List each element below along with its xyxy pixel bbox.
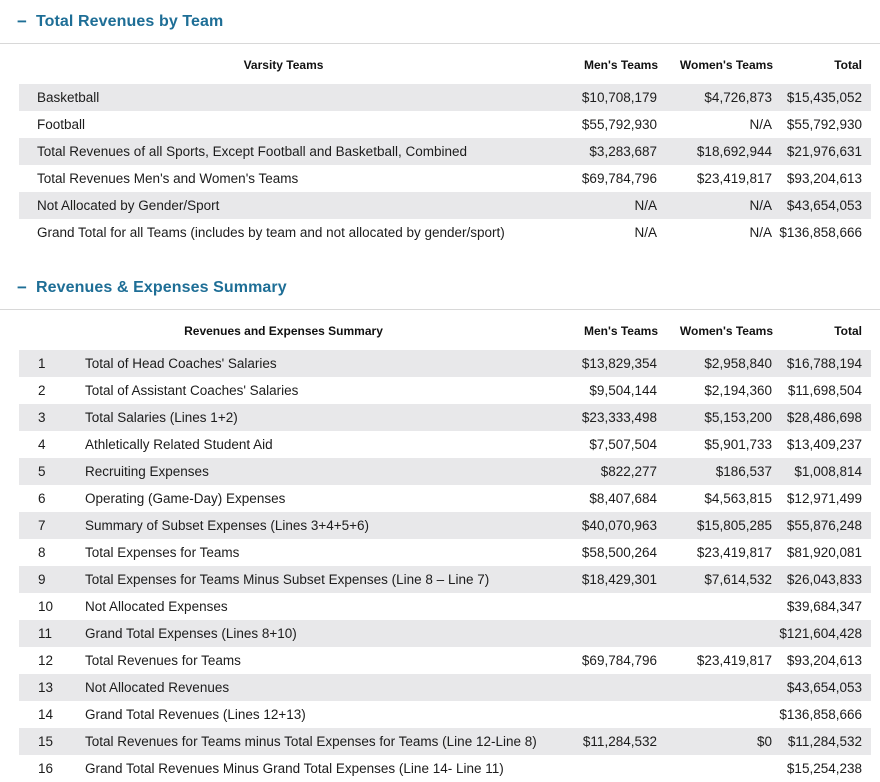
total-value-cell: $43,654,053 [786,198,862,213]
table-row [19,377,871,404]
womens-value-cell: N/A [749,225,772,240]
table-row [19,539,871,566]
column-header-total: Total [834,58,862,72]
total-value-cell: $21,976,631 [786,144,862,159]
womens-value-cell [658,620,773,647]
total-value-cell: $43,654,053 [786,680,862,695]
womens-value-cell: $4,563,815 [704,491,772,506]
item-label-cell: Not Allocated Expenses [85,599,228,614]
mens-value-cell: $69,784,796 [581,171,657,186]
section-toggle-total-revenues-by-team[interactable] [0,0,880,43]
line-number-cell: 1 [38,356,46,371]
section-title: Revenues & Expenses Summary [35,279,287,296]
team-label-cell: Not Allocated by Gender/Sport [37,198,220,213]
mens-value-cell [548,755,658,782]
total-value-cell: $16,788,194 [786,356,862,371]
item-label-cell: Recruiting Expenses [85,464,209,479]
womens-value-cell [658,593,773,620]
line-number-cell: 7 [38,518,46,533]
column-header-mens-teams: Men's Teams [584,58,658,72]
item-label-cell: Grand Total Revenues Minus Grand Total Expenses (Line 14- Line 11) [85,761,504,776]
table-row [19,728,871,755]
table-row [19,111,871,138]
mens-value-cell: $3,283,687 [589,144,657,159]
mens-value-cell: $18,429,301 [581,572,657,587]
team-label-cell: Total Revenues of all Sports, Except Football and Basketball, Combined [37,144,467,159]
womens-value-cell: N/A [749,117,772,132]
total-value-cell: $55,792,930 [786,117,862,132]
table-row [19,701,871,728]
total-value-cell: $11,698,504 [787,383,862,398]
column-header-womens-teams: Women's Teams [679,58,773,72]
item-label-cell: Grand Total Revenues (Lines 12+13) [85,707,306,722]
mens-value-cell: $58,500,264 [581,545,657,560]
table-row [19,647,871,674]
mens-value-cell: $11,284,532 [582,734,657,749]
womens-value-cell: $5,153,200 [704,410,772,425]
womens-value-cell [658,755,773,782]
section-toggle-revenues-expenses-summary[interactable] [0,246,880,309]
table-row [19,593,871,620]
table-row [19,620,871,647]
womens-value-cell: $23,419,817 [696,653,772,668]
item-label-cell: Summary of Subset Expenses (Lines 3+4+5+6) [85,518,370,533]
item-label-cell: Total Salaries (Lines 1+2) [85,410,238,425]
item-label-cell: Not Allocated Revenues [85,680,230,695]
line-number-cell: 5 [38,464,46,479]
womens-value-cell: $2,958,840 [704,356,772,371]
total-value-cell: $55,876,248 [786,518,862,533]
line-number-cell: 11 [38,626,53,641]
table-row [19,512,871,539]
table-row [19,755,871,782]
womens-value-cell [658,674,773,701]
mens-value-cell: N/A [634,225,657,240]
column-header-mens-teams: Men's Teams [584,324,658,338]
mens-value-cell: $8,407,684 [589,491,657,506]
total-value-cell: $136,858,666 [779,707,862,722]
womens-value-cell: $4,726,873 [704,90,772,105]
line-number-cell: 16 [38,761,54,776]
total-value-cell: $81,920,081 [786,545,862,560]
total-value-cell: $15,435,052 [786,90,862,105]
womens-value-cell: $18,692,944 [696,144,772,159]
revenues-expenses-summary-table [19,310,871,782]
line-number-cell: 3 [38,410,46,425]
column-header-revenues-expenses-summary: Revenues and Expenses Summary [184,324,383,338]
mens-value-cell: $9,504,144 [589,383,657,398]
mens-value-cell: $13,829,354 [581,356,657,371]
line-number-cell: 9 [38,572,46,587]
column-header-total: Total [834,324,862,338]
mens-value-cell: $10,708,179 [581,90,657,105]
total-value-cell: $93,204,613 [786,653,862,668]
total-value-cell: $136,858,666 [779,225,862,240]
table-header-row [19,310,871,350]
mens-value-cell [548,701,658,728]
total-value-cell: $39,684,347 [786,599,862,614]
table-row [19,84,871,111]
team-label-cell: Basketball [37,90,100,105]
item-label-cell: Total Expenses for Teams Minus Subset Expenses (Line 8 – Line 7) [85,572,490,587]
item-label-cell: Operating (Game-Day) Expenses [85,491,286,506]
mens-value-cell: $7,507,504 [589,437,657,452]
mens-value-cell [548,593,658,620]
womens-value-cell: $5,901,733 [704,437,772,452]
column-header-varsity-teams: Varsity Teams [243,58,324,72]
section-title: Total Revenues by Team [35,13,224,30]
womens-value-cell: $2,194,360 [704,383,772,398]
womens-value-cell: $7,614,532 [704,572,772,587]
total-value-cell: $26,043,833 [786,572,862,587]
womens-value-cell: $23,419,817 [696,171,772,186]
womens-value-cell: N/A [749,198,772,213]
table-row [19,165,871,192]
mens-value-cell: $822,277 [600,464,657,479]
table-row [19,431,871,458]
total-value-cell: $93,204,613 [786,171,862,186]
line-number-cell: 15 [38,734,54,749]
item-label-cell: Grand Total Expenses (Lines 8+10) [85,626,297,641]
mens-value-cell: N/A [634,198,657,213]
collapse-minus-icon: − [17,277,27,297]
total-value-cell: $12,971,499 [786,491,862,506]
mens-value-cell [548,674,658,701]
item-label-cell: Total of Head Coaches' Salaries [85,356,277,371]
total-value-cell: $28,486,698 [786,410,862,425]
total-value-cell: $15,254,238 [786,761,862,776]
item-label-cell: Total Revenues for Teams [85,653,241,668]
table-row [19,404,871,431]
mens-value-cell [548,620,658,647]
team-label-cell: Football [37,117,86,132]
item-label-cell: Total Expenses for Teams [85,545,240,560]
total-value-cell: $1,008,814 [794,464,862,479]
line-number-cell: 13 [38,680,54,695]
womens-value-cell: $0 [756,734,772,749]
table-row [19,566,871,593]
table-row [19,138,871,165]
womens-value-cell [658,701,773,728]
mens-value-cell: $40,070,963 [581,518,657,533]
womens-value-cell: $23,419,817 [696,545,772,560]
team-label-cell: Total Revenues Men's and Women's Teams [37,171,299,186]
line-number-cell: 10 [38,599,54,614]
line-number-cell: 6 [38,491,46,506]
line-number-cell: 8 [38,545,46,560]
revenues-by-team-table [19,44,871,246]
line-number-cell: 2 [38,383,46,398]
mens-value-cell: $23,333,498 [581,410,657,425]
item-label-cell: Athletically Related Student Aid [85,437,273,452]
collapse-minus-icon: − [17,11,27,31]
table-row [19,485,871,512]
total-value-cell: $11,284,532 [787,734,862,749]
item-label-cell: Total of Assistant Coaches' Salaries [85,383,299,398]
total-value-cell: $13,409,237 [786,437,862,452]
table-row [19,674,871,701]
line-number-cell: 12 [38,653,54,668]
table-row [19,350,871,377]
table-row [19,192,871,219]
womens-value-cell: $15,805,285 [696,518,772,533]
table-row [19,219,871,246]
item-label-cell: Total Revenues for Teams minus Total Expenses for Teams (Line 12-Line 8) [85,734,537,749]
team-label-cell: Grand Total for all Teams (includes by team and not allocated by gender/sport) [37,225,505,240]
section-revenues-expenses-summary [0,246,880,782]
line-number-cell: 14 [38,707,54,722]
column-header-womens-teams: Women's Teams [679,324,773,338]
mens-value-cell: $69,784,796 [581,653,657,668]
line-number-cell: 4 [38,437,46,452]
womens-value-cell: $186,537 [715,464,772,479]
mens-value-cell: $55,792,930 [581,117,657,132]
table-header-row [19,44,871,84]
total-value-cell: $121,604,428 [779,626,862,641]
section-total-revenues-by-team [0,0,880,246]
table-row [19,458,871,485]
